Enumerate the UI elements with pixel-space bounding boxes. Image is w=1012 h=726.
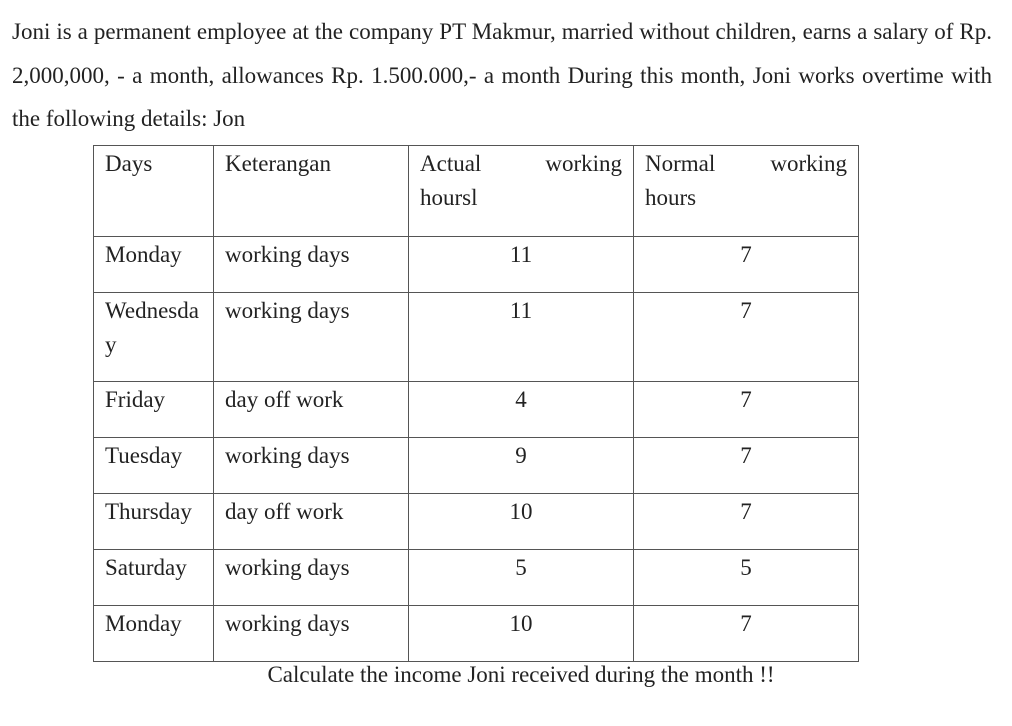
question-prompt: Calculate the income Joni received during the month !!: [267, 662, 775, 687]
cell-normal-hours: 7: [634, 382, 859, 438]
cell-keterangan: day off work: [214, 494, 409, 550]
cell-day: Friday: [94, 382, 214, 438]
statement-line-2: salary of Rp. 2,000,000, - a month, allowances Rp. 1.500.000,- a month During this month,: [12, 19, 993, 88]
header-keterangan: Keterangan: [214, 146, 409, 237]
table-row: [94, 494, 859, 550]
table-header-row: [94, 146, 859, 237]
cell-keterangan: working days: [214, 438, 409, 494]
table-row: [94, 550, 859, 606]
header-normal-working-hours: Normal working hours: [634, 146, 859, 237]
cell-day: Tuesday: [94, 438, 214, 494]
cell-normal-hours: 7: [634, 494, 859, 550]
table-row: [94, 237, 859, 293]
cell-keterangan: working days: [214, 293, 409, 382]
problem-statement: [12, 10, 992, 141]
cell-day: Wednesday: [94, 293, 214, 382]
table-row: [94, 293, 859, 382]
cell-keterangan: day off work: [214, 382, 409, 438]
table-row: [94, 438, 859, 494]
cell-day: Monday: [94, 237, 214, 293]
cell-keterangan: working days: [214, 237, 409, 293]
cell-day: Saturday: [94, 550, 214, 606]
cell-normal-hours: 7: [634, 237, 859, 293]
cell-actual-hours: 9: [409, 438, 634, 494]
statement-line-1: Joni is a permanent employee at the company PT Makmur, married without children, earns a: [12, 19, 868, 44]
table-row: [94, 382, 859, 438]
cell-normal-hours: 5: [634, 550, 859, 606]
cell-normal-hours: 7: [634, 606, 859, 662]
cell-normal-hours: 7: [634, 293, 859, 382]
cell-actual-hours: 11: [409, 293, 634, 382]
cell-day: Monday: [94, 606, 214, 662]
overtime-table: [93, 145, 859, 662]
cell-actual-hours: 5: [409, 550, 634, 606]
cell-day: Thursday: [94, 494, 214, 550]
table-row: [94, 606, 859, 662]
cell-keterangan: working days: [214, 550, 409, 606]
cell-actual-hours: 10: [409, 606, 634, 662]
cell-actual-hours: 11: [409, 237, 634, 293]
cell-actual-hours: 4: [409, 382, 634, 438]
cell-keterangan: working days: [214, 606, 409, 662]
cell-actual-hours: 10: [409, 494, 634, 550]
header-days: Days: [94, 146, 214, 237]
statement-line-3: Joni works overtime with the following details: Jon: [12, 62, 992, 131]
header-actual-working-hours: Actual working hoursl: [409, 146, 634, 237]
cell-normal-hours: 7: [634, 438, 859, 494]
